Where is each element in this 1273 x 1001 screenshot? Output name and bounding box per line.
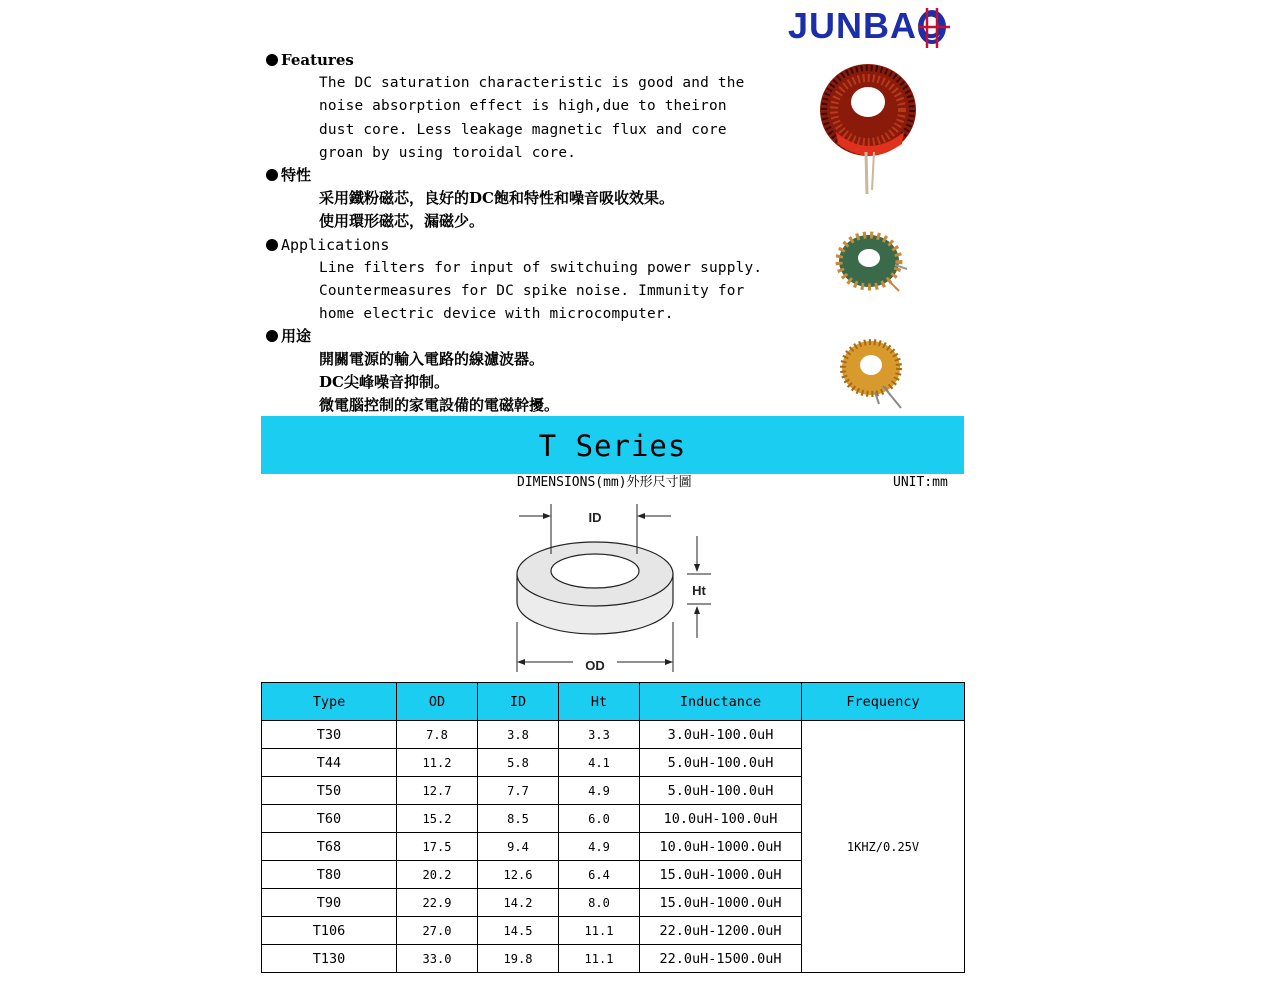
applications-zh-line: 微電腦控制的家電設備的電磁幹擾。: [319, 396, 560, 414]
toroid-photo-green: [831, 225, 911, 300]
series-banner: [261, 416, 964, 474]
features-line: dust core. Less leakage magnetic flux and core: [319, 122, 727, 138]
bullet-icon: [266, 169, 278, 181]
cell-inductance: 5.0uH-100.0uH: [640, 777, 802, 805]
cell-ht: 8.0: [559, 889, 640, 917]
cell-od: 22.9: [397, 889, 478, 917]
spec-table: [261, 682, 965, 973]
table-row: [262, 721, 965, 749]
cell-type: T44: [262, 749, 397, 777]
applications-line: home electric device with microcomputer.: [319, 306, 674, 322]
cell-inductance: 10.0uH-1000.0uH: [640, 833, 802, 861]
cell-inductance: 15.0uH-1000.0uH: [640, 861, 802, 889]
features-zh-line: 使用環形磁芯，漏磁少。: [319, 212, 485, 230]
cell-type: T50: [262, 777, 397, 805]
cell-inductance: 10.0uH-100.0uH: [640, 805, 802, 833]
bullet-icon: [266, 330, 278, 342]
applications-zh-line: 開關電源的輸入電路的線濾波器。: [319, 350, 545, 368]
cell-type: T130: [262, 945, 397, 973]
dimensions-label: DIMENSIONS(mm)外形尺寸圖: [517, 475, 692, 490]
cell-ht: 4.9: [559, 833, 640, 861]
features-zh-heading: 特性: [266, 165, 311, 185]
cell-ht: 4.9: [559, 777, 640, 805]
features-line: The DC saturation characteristic is good and the: [319, 75, 745, 91]
diagram-od-label: OD: [585, 658, 605, 673]
cell-od: 17.5: [397, 833, 478, 861]
header-inductance: Inductance: [640, 683, 802, 721]
cell-id: 12.6: [478, 861, 559, 889]
header-id: ID: [478, 683, 559, 721]
cell-od: 15.2: [397, 805, 478, 833]
toroid-photo-red: [814, 52, 924, 197]
cell-ht: 11.1: [559, 917, 640, 945]
applications-zh-line: DC尖峰噪音抑制。: [319, 373, 449, 391]
cell-od: 12.7: [397, 777, 478, 805]
cell-type: T106: [262, 917, 397, 945]
header-frequency: Frequency: [802, 683, 965, 721]
logo-text: JUNBAO: [788, 5, 947, 46]
cell-od: 27.0: [397, 917, 478, 945]
cell-id: 5.8: [478, 749, 559, 777]
header-type: Type: [262, 683, 397, 721]
bullet-icon: [266, 239, 278, 251]
cell-od: 11.2: [397, 749, 478, 777]
diagram-id-label: ID: [588, 510, 602, 525]
cell-id: 7.7: [478, 777, 559, 805]
cell-id: 19.8: [478, 945, 559, 973]
cell-inductance: 22.0uH-1500.0uH: [640, 945, 802, 973]
unit-label: UNIT:mm: [893, 475, 948, 490]
series-title: T Series: [538, 429, 687, 463]
features-line: groan by using toroidal core.: [319, 145, 577, 161]
cell-ht: 6.0: [559, 805, 640, 833]
cell-type: T80: [262, 861, 397, 889]
cell-od: 7.8: [397, 721, 478, 749]
header-ht: Ht: [559, 683, 640, 721]
cell-ht: 6.4: [559, 861, 640, 889]
cell-type: T60: [262, 805, 397, 833]
applications-line: Line filters for input of switchuing power supply.: [319, 260, 763, 276]
cell-ht: 4.1: [559, 749, 640, 777]
cell-id: 8.5: [478, 805, 559, 833]
features-heading: Features: [266, 50, 354, 70]
cell-id: 3.8: [478, 721, 559, 749]
diagram-ht-label: Ht: [692, 583, 706, 598]
cell-inductance: 3.0uH-100.0uH: [640, 721, 802, 749]
features-zh-line: 采用鐵粉磁芯，良好的DC飽和特性和噪音吸收效果。: [319, 189, 674, 207]
cell-inductance: 22.0uH-1200.0uH: [640, 917, 802, 945]
cell-type: T68: [262, 833, 397, 861]
cell-type: T30: [262, 721, 397, 749]
features-line: noise absorption effect is high,due to theiron: [319, 98, 727, 114]
bullet-icon: [266, 54, 278, 66]
product-datasheet: [261, 0, 964, 1001]
applications-line: Countermeasures for DC spike noise. Immunity for: [319, 283, 745, 299]
cell-id: 14.2: [478, 889, 559, 917]
cell-od: 33.0: [397, 945, 478, 973]
cell-frequency: 1KHZ/0.25V: [802, 721, 965, 973]
cell-type: T90: [262, 889, 397, 917]
toroid-dimension-diagram: [511, 498, 751, 680]
brand-logo: [788, 6, 958, 50]
cell-id: 14.5: [478, 917, 559, 945]
cell-od: 20.2: [397, 861, 478, 889]
cell-ht: 11.1: [559, 945, 640, 973]
cell-ht: 3.3: [559, 721, 640, 749]
applications-zh-heading: 用途: [266, 326, 311, 346]
toroid-photo-yellow: [839, 336, 909, 411]
cell-inductance: 15.0uH-1000.0uH: [640, 889, 802, 917]
applications-heading: Applications: [266, 235, 389, 255]
cell-id: 9.4: [478, 833, 559, 861]
logo-coil-icon: [916, 6, 952, 50]
header-od: OD: [397, 683, 478, 721]
cell-inductance: 5.0uH-100.0uH: [640, 749, 802, 777]
table-header-row: [262, 683, 965, 721]
